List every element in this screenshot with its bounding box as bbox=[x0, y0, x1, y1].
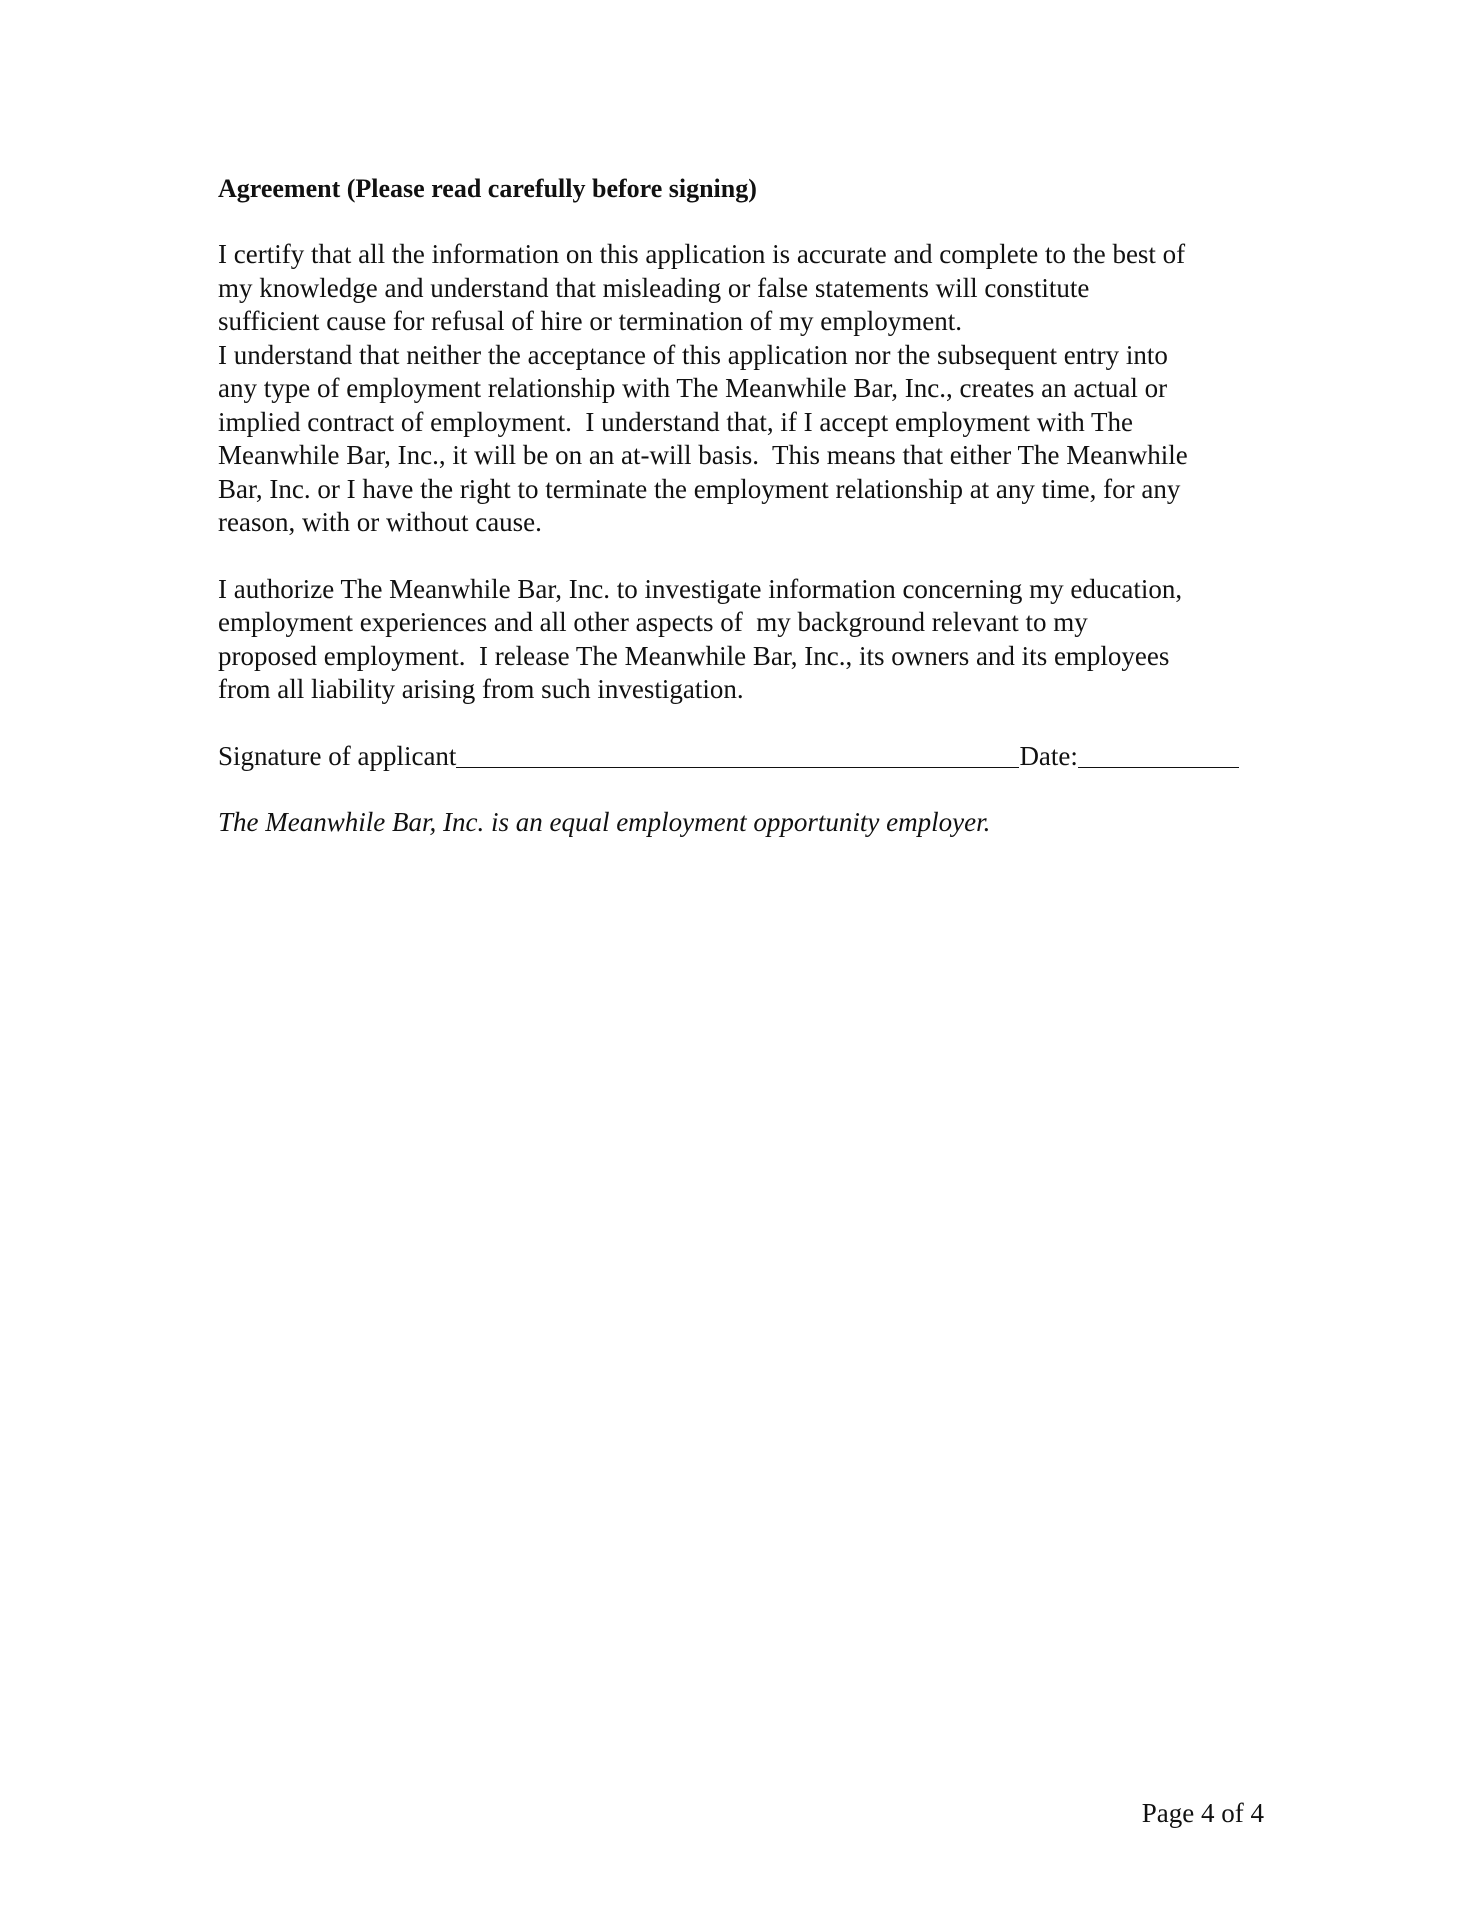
signature-field[interactable] bbox=[456, 745, 1019, 768]
certification-paragraph bbox=[218, 238, 1298, 540]
paragraph-line: implied contract of employment. I understand that, if I accept employment with The bbox=[218, 406, 1133, 437]
paragraph-spacer bbox=[218, 707, 1298, 740]
paragraph-line: sufficient cause for refusal of hire or termination of my employment. bbox=[218, 306, 963, 336]
date-field[interactable] bbox=[1078, 745, 1239, 768]
paragraph-line: I authorize The Meanwhile Bar, Inc. to investigate information concerning my education, bbox=[218, 573, 1183, 604]
paragraph-line: reason, with or without cause. bbox=[218, 507, 542, 537]
agreement-section bbox=[218, 172, 1298, 839]
authorization-paragraph bbox=[218, 573, 1298, 707]
signature-row bbox=[218, 740, 1298, 773]
paragraph-line: Meanwhile Bar, Inc., it will be on an at-will basis. This means that either The Meanwhile bbox=[218, 440, 1188, 470]
paragraph-line: I certify that all the information on this application is accurate and complete to the best of bbox=[218, 239, 1186, 269]
paragraph-line: employment experiences and all other aspects of my background relevant to my bbox=[218, 607, 1088, 637]
paragraph-line: proposed employment. I release The Meanwhile Bar, Inc., its owners and its employees bbox=[218, 640, 1170, 671]
paragraph-line: any type of employment relationship with The Meanwhile Bar, Inc., creates an actual or bbox=[218, 373, 1168, 403]
agreement-heading: Agreement (Please read carefully before signing) bbox=[218, 174, 757, 203]
paragraph-line: my knowledge and understand that misleading or false statements will constitute bbox=[218, 272, 1090, 303]
paragraph-spacer bbox=[218, 540, 1298, 573]
signature-label: Signature of applicant bbox=[218, 740, 457, 771]
paragraph-line: from all liability arising from such investigation. bbox=[218, 674, 744, 704]
paragraph-line: Bar, Inc. or I have the right to terminate the employment relationship at any time, for any bbox=[218, 473, 1181, 504]
paragraph-line: I understand that neither the acceptance of this application nor the subsequent entry into bbox=[218, 339, 1168, 370]
eeo-statement: The Meanwhile Bar, Inc. is an equal employment opportunity employer. bbox=[218, 806, 991, 837]
page-number: Page 4 of 4 bbox=[1141, 1798, 1264, 1828]
date-label: Date: bbox=[1019, 740, 1078, 771]
